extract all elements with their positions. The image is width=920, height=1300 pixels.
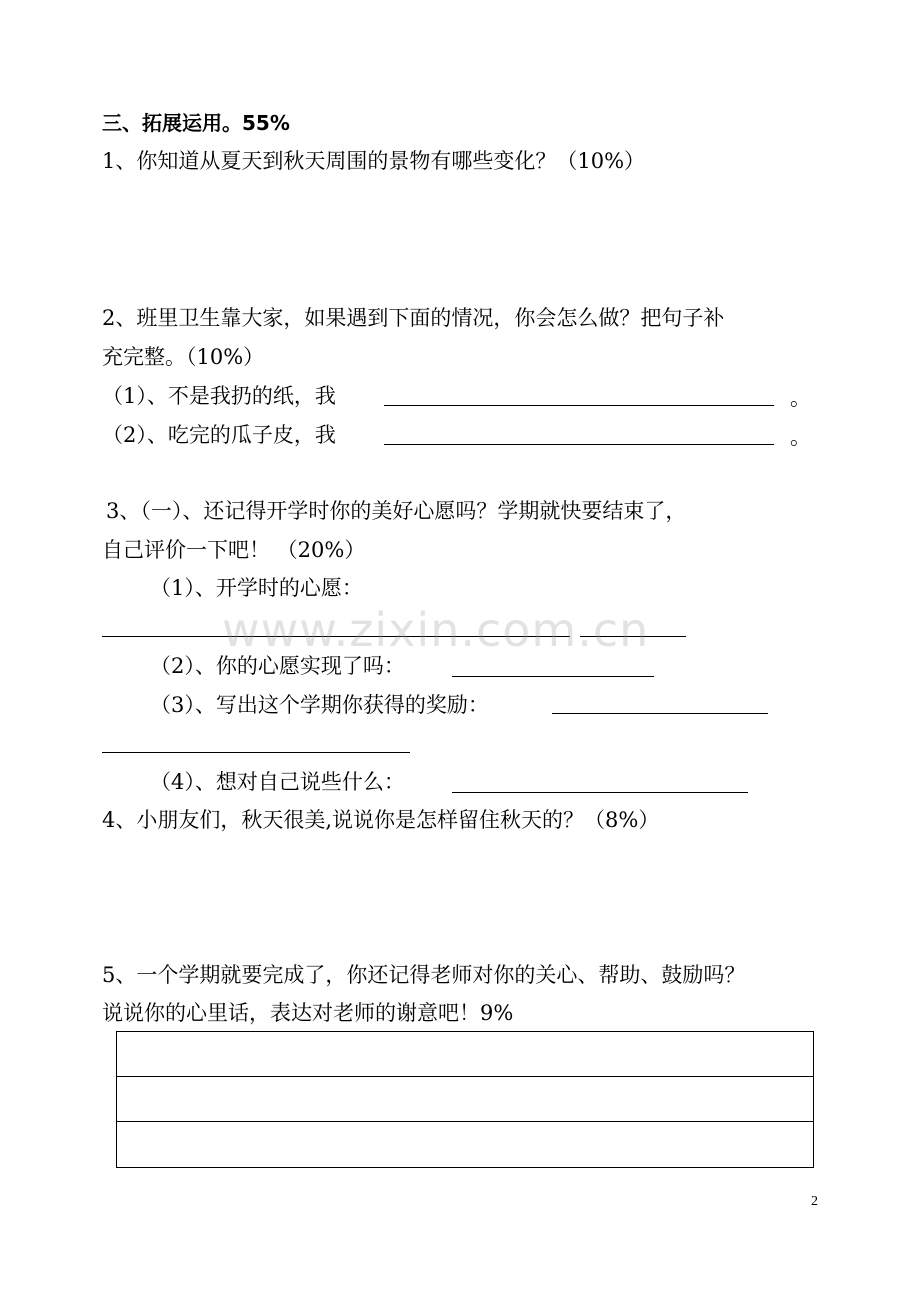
question-3-line-2: 自己评价一下吧！ （20%） [102,538,366,562]
question-5-line-1: 5、一个学期就要完成了，你还记得老师对你的关心、帮助、鼓励吗？ [102,963,746,987]
watermark: www.zixin.com.cn [222,603,650,657]
question-3-item-3: （3）、写出这个学期你获得的奖励： [150,693,489,717]
question-3-item-1: （1）、开学时的心愿： [150,576,363,600]
question-2-item-1: （1）、不是我扔的纸，我 [102,384,336,408]
answer-row[interactable] [117,1032,813,1077]
period-mark: 。 [790,425,811,449]
answer-line-q3-2[interactable] [452,676,654,677]
question-3-item-2: （2）、你的心愿实现了吗： [150,654,405,678]
question-2-line-1: 2、班里卫生靠大家，如果遇到下面的情况，你会怎么做？把句子补 [102,306,725,330]
question-1: 1、你知道从夏天到秋天周围的景物有哪些变化？（10%） [102,149,646,173]
period-mark: 。 [790,386,811,410]
answer-line-q3-4[interactable] [452,792,748,793]
answer-line-q3-3a[interactable] [552,713,768,714]
question-2-item-2: （2）、吃完的瓜子皮，我 [102,423,336,447]
question-4: 4、小朋友们，秋天很美,说说你是怎样留住秋天的？（8%） [102,808,660,832]
question-2-line-2: 充完整。（10%） [102,345,265,369]
question-5-line-2: 说说你的心里话，表达对老师的谢意吧！9% [102,1001,514,1025]
question-3-item-4: （4）、想对自己说些什么： [150,770,405,794]
answer-row[interactable] [117,1077,813,1122]
answer-line-q2-2[interactable] [384,444,774,445]
answer-line-q3-3b[interactable] [102,752,410,753]
page-number: 2 [811,1194,818,1209]
section-title: 三、拓展运用。55% [102,111,290,135]
answer-box[interactable] [116,1031,814,1168]
answer-line-q2-1[interactable] [384,405,774,406]
question-3-line-1: 3、（一）、还记得开学时你的美好心愿吗？学期就快要结束了， [106,499,687,523]
answer-row[interactable] [117,1122,813,1167]
